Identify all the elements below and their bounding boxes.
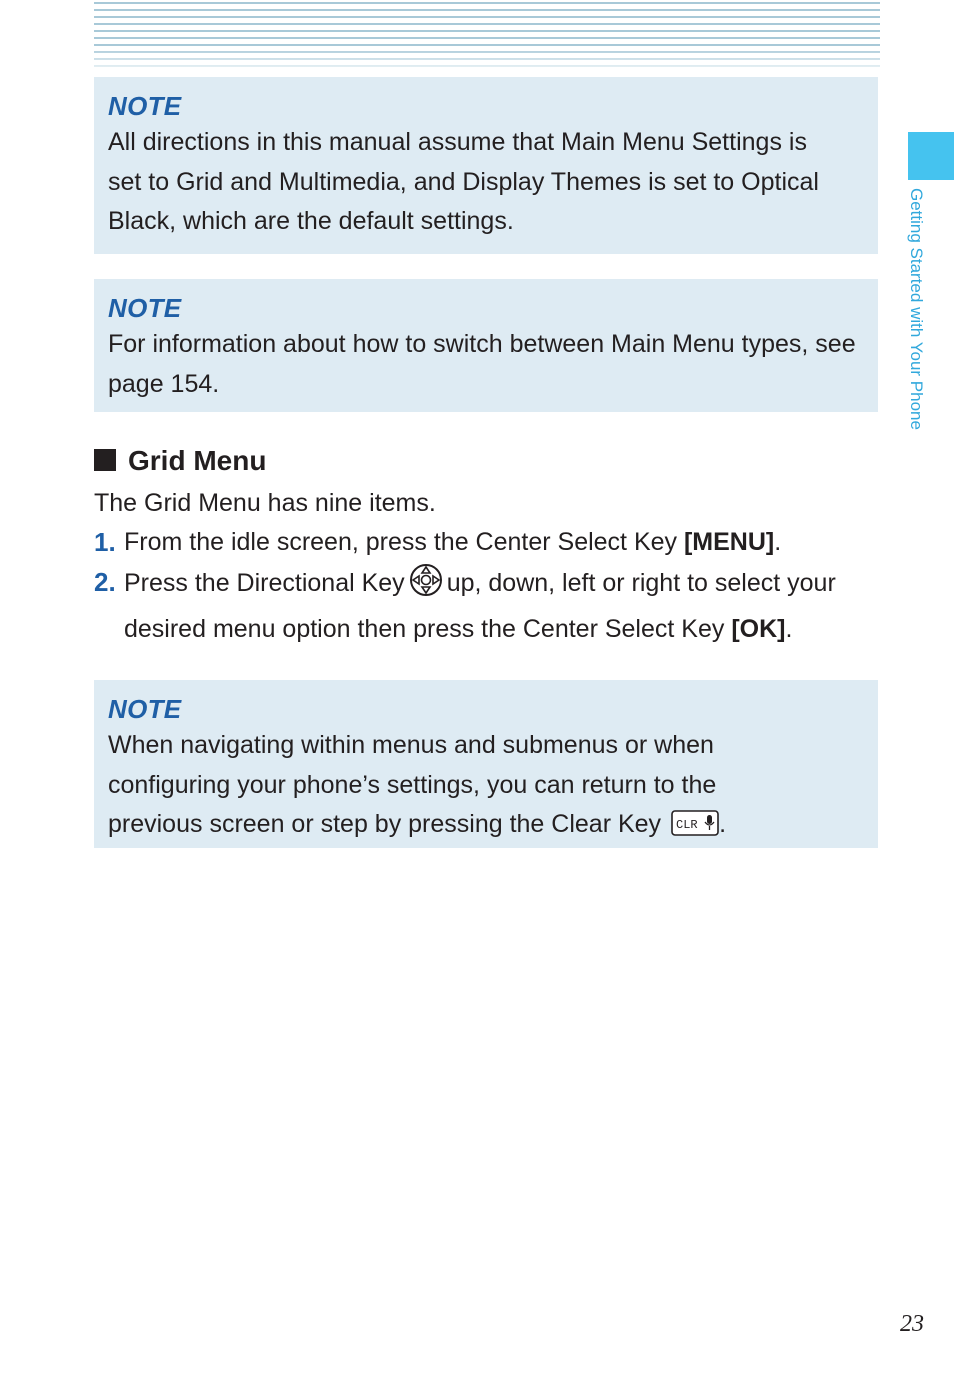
section-intro: The Grid Menu has nine items.	[94, 489, 436, 517]
step-text-end: .	[785, 614, 793, 643]
section-heading-text: Grid Menu	[128, 445, 267, 476]
menu-key-label: [MENU]	[683, 528, 775, 556]
note-title: NOTE	[108, 91, 182, 121]
note-box-1	[94, 77, 878, 254]
step-text-after: up, down, left or right to select your desired menu option then press the Center Select Key	[124, 569, 836, 643]
note-body-end: .	[719, 810, 727, 838]
chapter-label: Getting Started with Your Phone	[907, 188, 926, 430]
note-title: NOTE	[108, 694, 182, 724]
clear-key-label: CLR	[676, 818, 698, 832]
note-body: All directions in this manual assume that Main Menu Settings is set to Grid and Multimedia, and Display Themes is set to Optical Black, which are the default settings.	[108, 128, 819, 235]
note-body-text: When navigating within menus and submenus or when configuring your phone’s settings, you can return to the previous screen or step by pressing the Clear Key	[108, 731, 717, 838]
clear-key-icon	[671, 809, 719, 849]
step-text-end: .	[774, 528, 782, 556]
note-body: For information about how to switch between Main Menu types, see page 154.	[108, 330, 856, 398]
note-title: NOTE	[108, 293, 182, 323]
note-body	[108, 726, 864, 849]
step-text-before: Press the Directional Key	[124, 569, 405, 597]
step-number: 2.	[94, 567, 116, 597]
step-text	[124, 523, 884, 563]
step-text-main: From the idle screen, press the Center Select Key	[124, 528, 684, 556]
step-number: 1.	[94, 527, 116, 557]
step-text	[124, 563, 884, 649]
note-box-3	[94, 680, 878, 848]
note-box-2	[94, 279, 878, 412]
section-heading	[94, 444, 266, 478]
step-1	[94, 523, 884, 563]
header-stripe-band	[94, 2, 880, 72]
step-2	[94, 563, 884, 649]
directional-key-icon	[409, 563, 443, 610]
chapter-tab	[908, 132, 954, 180]
ok-key-label: [OK]	[731, 614, 786, 643]
square-bullet-icon	[94, 449, 116, 471]
page-number: 23	[900, 1311, 924, 1337]
